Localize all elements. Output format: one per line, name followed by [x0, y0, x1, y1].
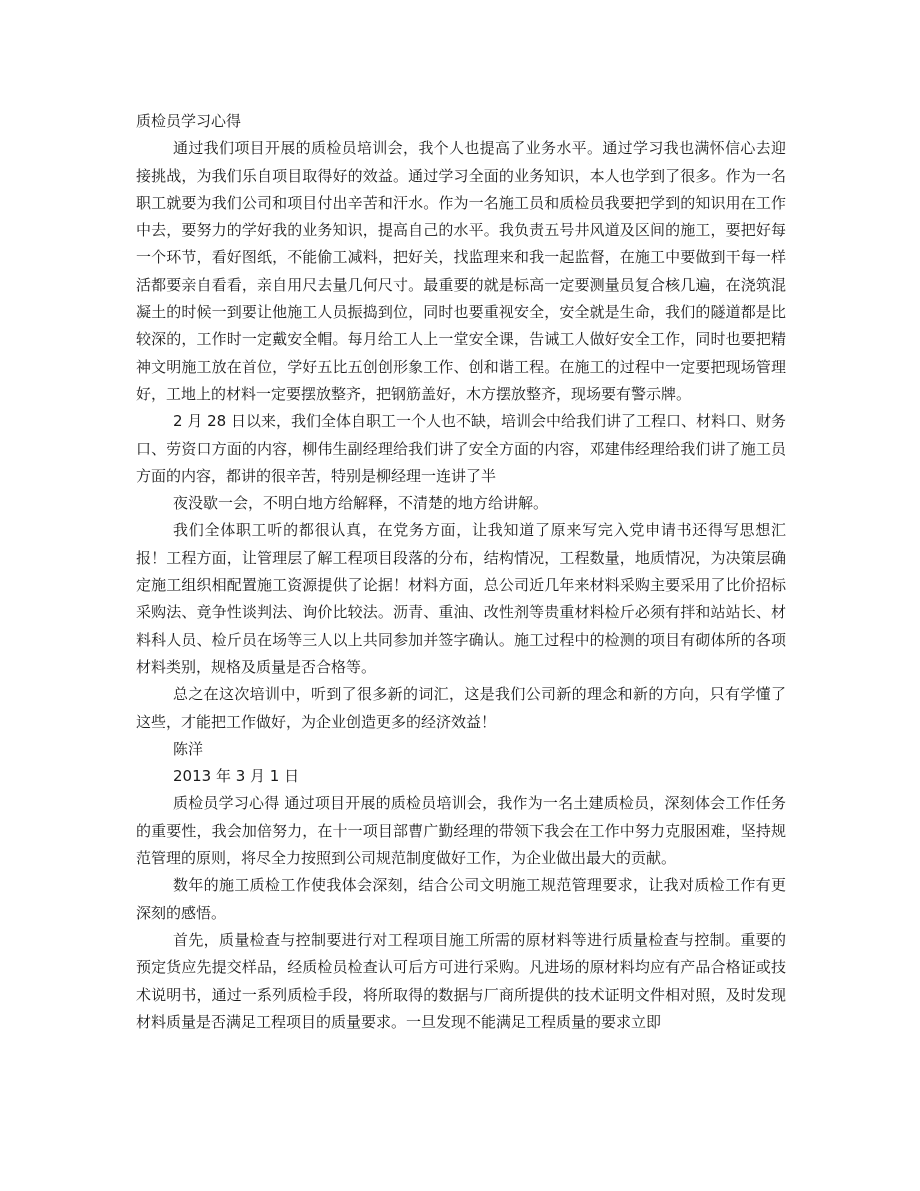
- paragraph: 数年的施工质检工作使我体会深刻，结合公司文明施工规范管理要求，让我对质检工作有更深刻的感悟。: [136, 876, 786, 922]
- author-signature: 陈洋: [173, 739, 204, 758]
- paragraph: 首先，质量检查与控制要进行对工程项目施工所需的原材料等进行质量检查与控制。重要的预定货应先提交样品，经质检员检查认可后方可进行采购。凡进场的原材料均应有产品合格证或技术说明书，通过一系列质检手段，将所取得的数据与厂商所提供的技术证明文件相对照，及时发现材料质量是否满足工程项目的质量要求。一旦发现不能满足工程质量的要求立即: [136, 930, 786, 1031]
- paragraph: 通过我们项目开展的质检员培训会，我个人也提高了业务水平。通过学习我也满怀信心去迎接挑战，为我们乐自项目取得好的效益。通过学习全面的业务知识，本人也学到了很多。作为一名职工就要为我们公司和项目付出辛苦和汗水。作为一名施工员和质检员我要把学到的知识用在工作中去，要努力的学好我的业务知识，提高自己的水平。我负责五号井风道及区间的施工，要把好每一个环节，看好图纸，不能偷工减料，把好关，找监理来和我一起监督，在施工中要做到干每一样活都要亲自看看，亲自用尺去量几何尺寸。最重要的就是标高一定要测量员复合核几遍，在浇筑混凝土的时候一到要让他施工人员振捣到位，同时也要重视安全，安全就是生命，我们的隧道都是比较深的，工作时一定戴安全帽。每月给工人上一堂安全课，告诫工人做好安全工作，同时也要把精神文明施工放在首位，学好五比五创创形象工作、创和谐工程。在施工的过程中一定要把现场管理好，工地上的材料一定要摆放整齐，把钢筋盖好，木方摆放整齐，现场要有警示牌。: [136, 139, 786, 403]
- date-line: 2013 年 3 月 1 日: [173, 767, 300, 786]
- paragraph: 2 月 28 日以来，我们全体自职工一个人也不缺，培训会中给我们讲了工程口、材料口、财务口、劳资口方面的内容，柳伟生副经理给我们讲了安全方面的内容，邓建伟经理给我们讲了施工员方面的内容，都讲的很辛苦，特别是柳经理一连讲了半: [136, 412, 786, 485]
- paragraph: 总之在这次培训中，听到了很多新的词汇，这是我们公司新的理念和新的方向，只有学懂了这些，才能把工作做好，为企业创造更多的经济效益！: [136, 685, 786, 731]
- document-title: 质检员学习心得: [136, 112, 242, 130]
- paragraph: 我们全体职工听的都很认真，在党务方面，让我知道了原来写完入党申请书还得写思想汇报！工程方面，让管理层了解工程项目段落的分布，结构情况，工程数量，地质情况，为决策层确定施工组织相配置施工资源提供了论据！材料方面，总公司近几年来材料采购主要采用了比价招标采购法、竟争性谈判法、询价比较法。沥青、重油、改性剂等贵重材料检斤必须有拌和站站长、材料科人员、检斤员在场等三人以上共同参加并签字确认。施工过程中的检测的项目有砌体所的各项材料类别，规格及质量是否合格等。: [136, 521, 786, 676]
- document-body: [136, 108, 786, 1036]
- paragraph: 质检员学习心得 通过项目开展的质检员培训会，我作为一名土建质检员，深刻体会工作任务的重要性，我会加倍努力，在十一项目部曹广勤经理的带领下我会在工作中努力克服困难，坚持规范管理的原则，将尽全力按照到公司规范制度做好工作，为企业做出最大的贡献。: [136, 794, 786, 868]
- paragraph: 夜没歇一会，不明白地方给解释，不清楚的地方给讲解。: [173, 494, 549, 513]
